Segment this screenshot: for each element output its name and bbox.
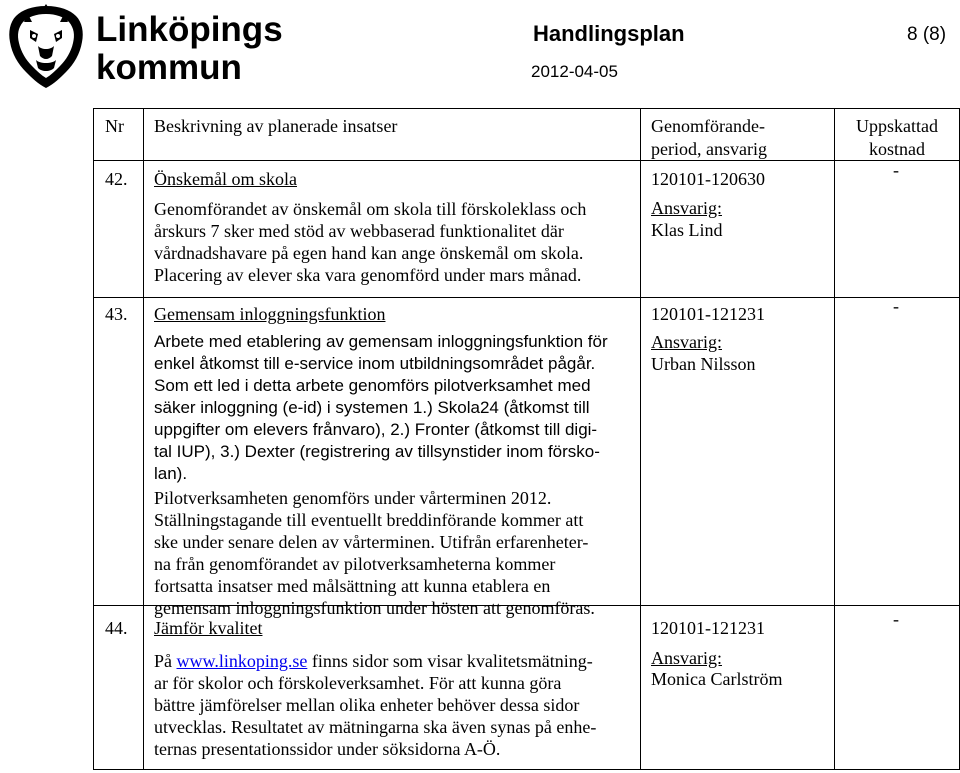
row-divider (93, 160, 960, 161)
row-title: Jämför kvalitet (154, 618, 263, 638)
row-description-part1: Arbete med etablering av gemensam inloggningsfunktion för enkel åtkomst till e-service inom utbildningsområdet pågår. Som ett led i detta arbete genomförs pilotverksamhet med säker inloggning (e-id) i systemen 1.) Skola24 (åtkomst till uppgifter om elevers frånvaro), 2.) Fronter (åtkomst till digi- tal IUP), 3.) Dexter (registrering av tillsynstider inom försko- lan). (154, 332, 608, 483)
row-divider (93, 297, 960, 298)
row-number: 42. (105, 169, 128, 189)
linkoping-lion-logo (2, 2, 90, 90)
responsible-label: Ansvarig: (651, 198, 722, 218)
column-divider (834, 108, 835, 770)
org-name-line2: kommun (96, 48, 242, 87)
row-period: 120101-121231 (651, 618, 765, 638)
row-title: Önskemål om skola (154, 169, 297, 189)
document-date: 2012-04-05 (531, 62, 618, 81)
responsible-label: Ansvarig: (651, 648, 722, 668)
row-number: 44. (105, 618, 128, 638)
column-header-nr: Nr (105, 116, 124, 136)
column-divider (640, 108, 641, 770)
website-link[interactable]: www.linkoping.se (176, 651, 308, 671)
estimated-cost: - (893, 160, 899, 180)
row-description (154, 650, 634, 760)
column-divider (143, 108, 144, 770)
responsible-person: Klas Lind (651, 220, 723, 240)
row-title: Gemensam inloggningsfunktion (154, 304, 386, 324)
row-period: 120101-120630 (651, 169, 765, 189)
org-name-line1: Linköpings (96, 10, 283, 49)
column-header-period: Genomförande- period, ansvarig (651, 116, 767, 159)
column-header-description: Beskrivning av planerade insatser (154, 116, 398, 136)
estimated-cost: - (893, 296, 899, 316)
column-header-cost: Uppskattad kostnad (856, 116, 938, 159)
row-number: 43. (105, 304, 128, 324)
body-suffix: finns sidor som visar kvalitetsmätning- ar för skolor och förskoleverksamhet. För att kunna göra bättre jämförelser mellan olika enheter behöver dessa sidor utvecklas. Resultatet av mätningarna ska även synas på enhe- ternas presentationssidor under söksidorna A-Ö. (154, 651, 597, 759)
body-prefix: På (154, 651, 177, 671)
responsible-person: Urban Nilsson (651, 354, 756, 374)
responsible-label: Ansvarig: (651, 332, 722, 352)
estimated-cost: - (893, 609, 899, 629)
page-number: 8 (8) (907, 24, 947, 45)
row-description: Genomförandet av önskemål om skola till förskoleklass och årskurs 7 sker med stöd av webbaserad funktionalitet där vårdnadshavare på egen hand kan ange önskemål om skola. Placering av elever ska vara genomförd under mars månad. (154, 199, 587, 285)
responsible-person: Monica Carlström (651, 669, 783, 689)
document-title: Handlingsplan (533, 21, 685, 46)
row-description-part2: Pilotverksamheten genomförs under vårterminen 2012. Ställningstagande till eventuellt breddinförande kommer att ske under senare delen av vårterminen. Utifrån erfarenheter- na från genomförandet av pilotverksamheterna kommer fortsatta insatser med målsättning att kunna etablera en gemensam inloggningsfunktion under hösten att genomföras. (154, 488, 595, 618)
row-period: 120101-121231 (651, 304, 765, 324)
